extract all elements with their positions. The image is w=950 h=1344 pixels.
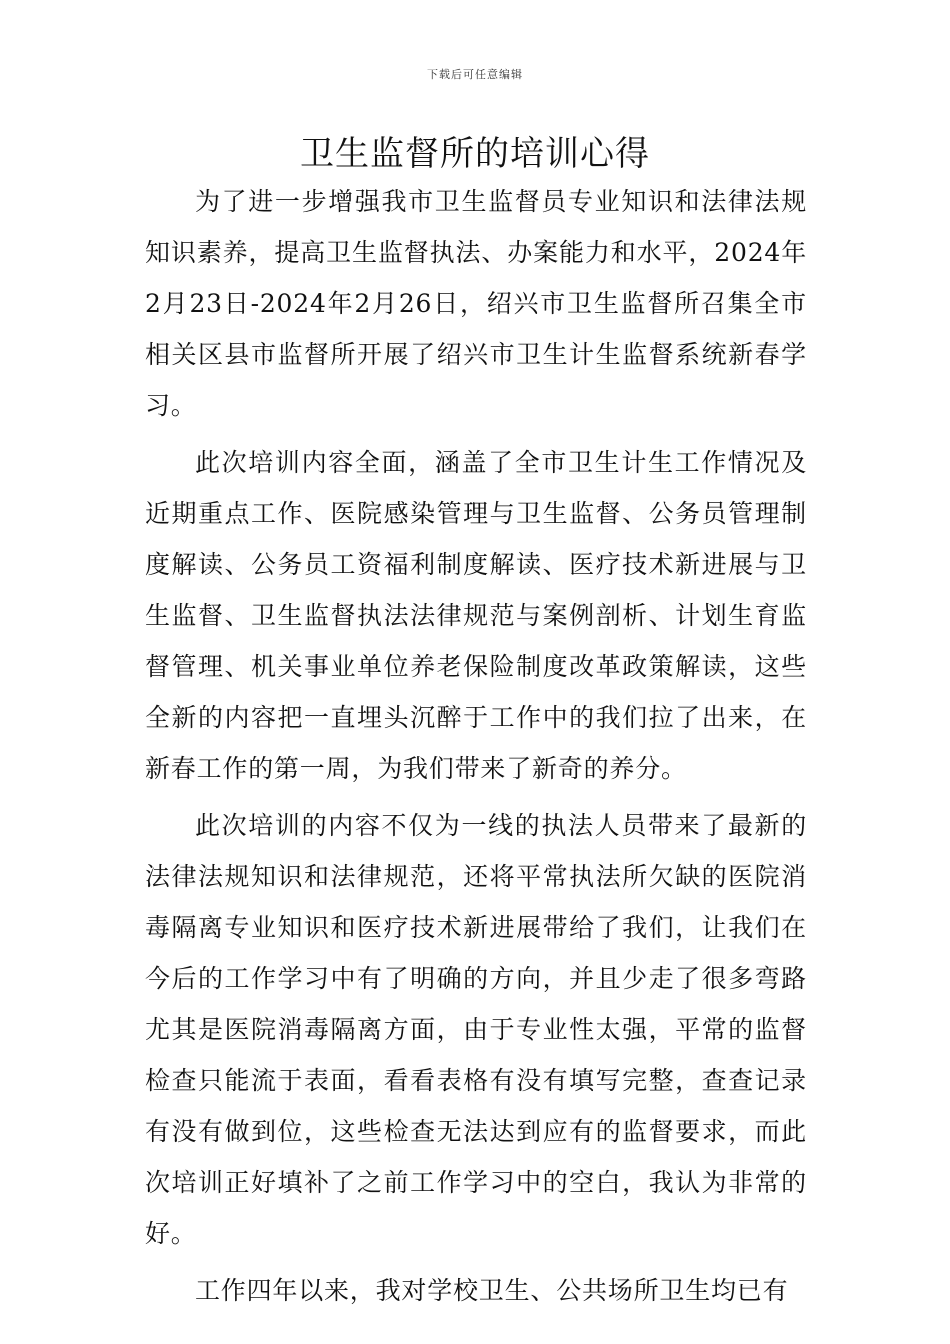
paragraph-3: 此次培训的内容不仅为一线的执法人员带来了最新的法律法规知识和法律规范，还将平常执法所欠缺的医院消毒隔离专业知识和医疗技术新进展带给了我们，让我们在今后的工作学习中有了明确的方向，并且少走了很多弯路尤其是医院消毒隔离方面，由于专业性太强，平常的监督检查只能流于表面，看看表格有没有填写完整，查查记录有没有做到位，这些检查无法达到应有的监督要求，而此次培训正好填补了之前工作学习中的空白，我认为非常的好。	[145, 811, 807, 1248]
header-note: 下载后可任意编辑	[427, 68, 523, 81]
paragraph-4: 工作四年以来，我对学校卫生、公共场所卫生均已有	[195, 1276, 789, 1305]
document-title: 卫生监督所的培训心得	[300, 134, 650, 174]
paragraph-1: 为了进一步增强我市卫生监督员专业知识和法律法规知识素养，提高卫生监督执法、办案能力和水平，2024年2月23日-2024年2月26日，绍兴市卫生监督所召集全市相关区县市监督所开展了绍兴市卫生计生监督系统新春学习。	[145, 187, 807, 420]
paragraph-2: 此次培训内容全面，涵盖了全市卫生计生工作情况及近期重点工作、医院感染管理与卫生监督、公务员管理制度解读、公务员工资福利制度解读、医疗技术新进展与卫生监督、卫生监督执法法律规范与案例剖析、计划生育监督管理、机关事业单位养老保险制度改革政策解读，这些全新的内容把一直埋头沉醉于工作中的我们拉了出来，在新春工作的第一周，为我们带来了新奇的养分。	[145, 448, 807, 783]
document-body	[145, 176, 807, 1316]
